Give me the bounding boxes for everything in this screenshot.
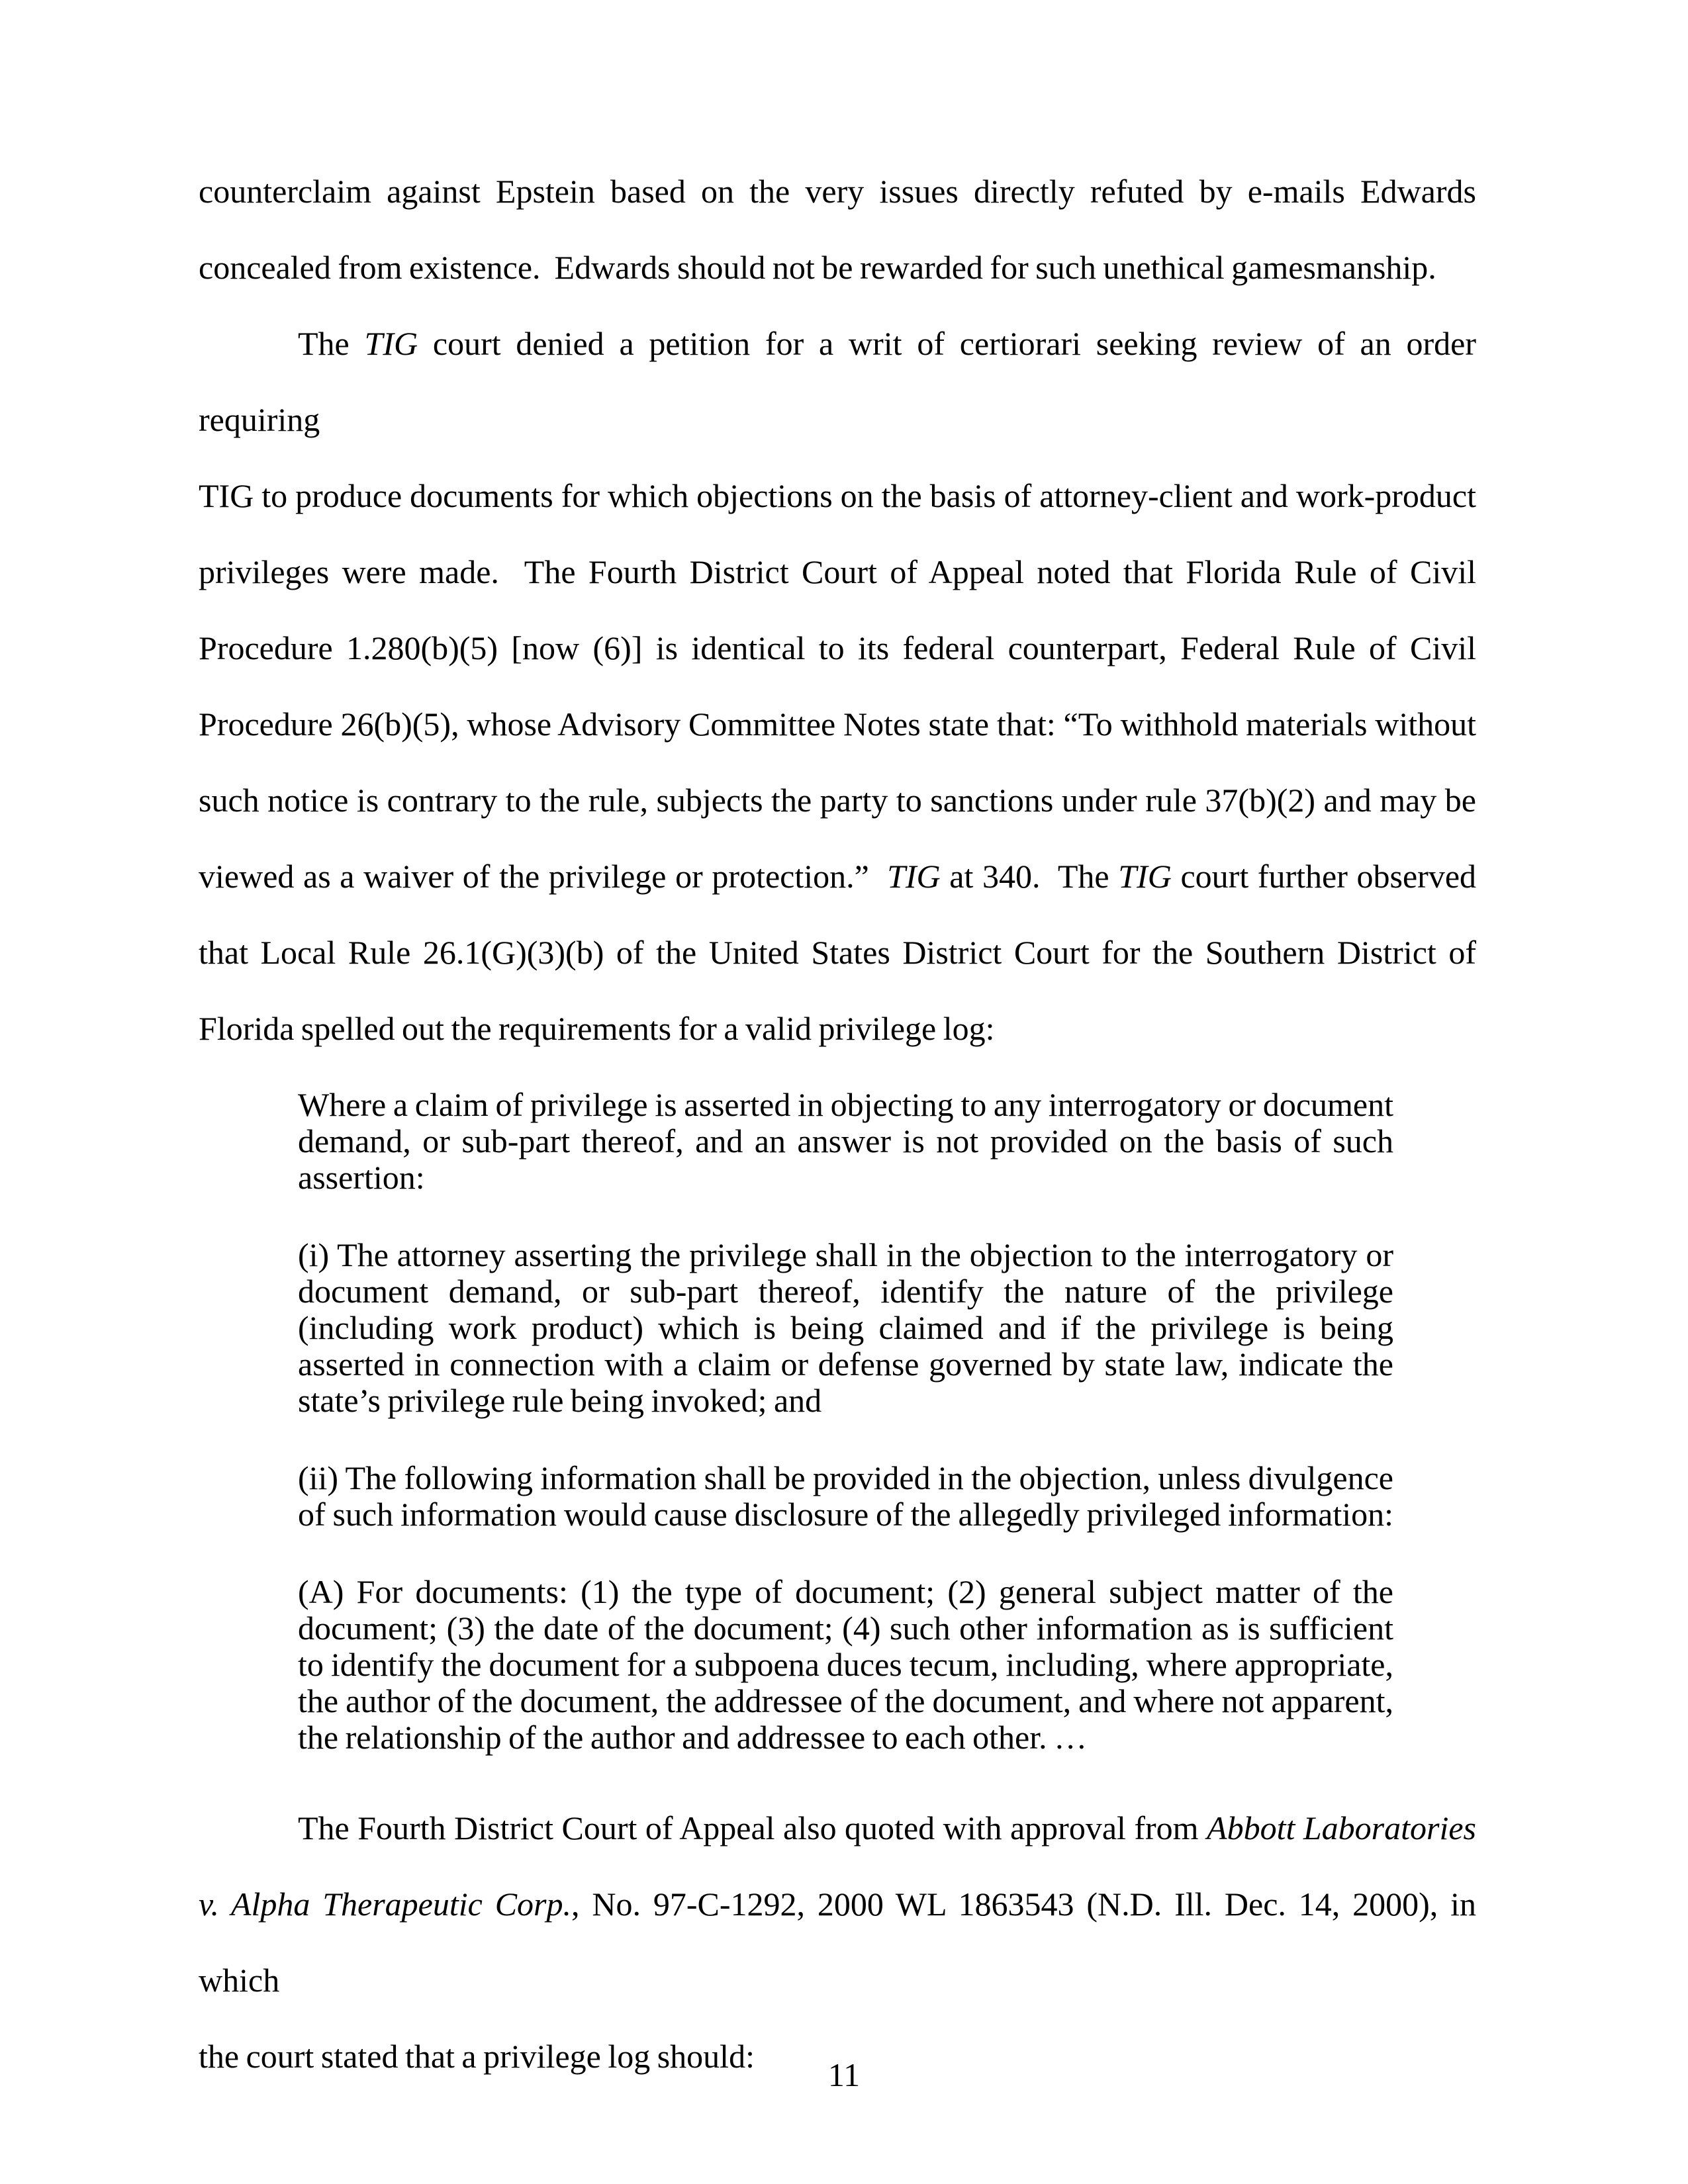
text-segment: that Local Rule 26.1(G)(3)(b) of the United States District Court for the Southern District of bbox=[199, 934, 1476, 971]
italic-text-segment: Abbott Laboratories bbox=[1207, 1809, 1476, 1846]
text-line bbox=[298, 1647, 1393, 1683]
italic-text-segment: TIG bbox=[1118, 858, 1172, 895]
italic-text-segment: v. Alpha Therapeutic Corp. bbox=[199, 1886, 572, 1923]
quote-paragraph bbox=[298, 1087, 1393, 1196]
text-segment: concealed from existence. Edwards should not be rewarded for such unethical gamesmanship. bbox=[199, 249, 1436, 286]
text-segment: , No. 97-C-1292, 2000 WL 1863543 (N.D. Ill. Dec. 14, 2000), in which bbox=[199, 1886, 1476, 1999]
body-text-block bbox=[199, 1790, 1476, 2095]
text-line bbox=[298, 1574, 1393, 1610]
text-segment: (i) The attorney asserting the privilege shall in the objection to the interrogatory or bbox=[298, 1236, 1393, 1273]
text-segment: (A) For documents: (1) the type of document; (2) general subject matter of the bbox=[298, 1573, 1393, 1610]
italic-text-segment: TIG bbox=[364, 325, 418, 362]
text-line bbox=[298, 1087, 1393, 1123]
text-segment: the court stated that a privilege log should: bbox=[199, 2038, 755, 2075]
text-line bbox=[298, 1383, 1393, 1419]
text-segment: of such information would cause disclosure of the allegedly privileged information: bbox=[298, 1496, 1393, 1533]
text-segment: court further observed bbox=[1171, 858, 1477, 895]
text-segment: Where a claim of privilege is asserted in objecting to any interrogatory or document bbox=[298, 1086, 1393, 1123]
text-segment: document demand, or sub-part thereof, identify the nature of the privilege bbox=[298, 1273, 1393, 1310]
text-segment: TIG to produce documents for which objections on the basis of attorney-client and work-product bbox=[199, 477, 1476, 514]
text-segment: assertion: bbox=[298, 1159, 425, 1196]
text-segment: The bbox=[298, 325, 365, 362]
text-segment: (ii) The following information shall be provided in the objection, unless divulgence bbox=[298, 1459, 1393, 1496]
text-segment: The Fourth District Court of Appeal also quoted with approval from bbox=[298, 1809, 1207, 1846]
text-line bbox=[298, 1237, 1393, 1273]
text-line bbox=[199, 534, 1476, 610]
text-segment: viewed as a waiver of the privilege or protection.” bbox=[199, 858, 888, 895]
text-segment: (including work product) which is being claimed and if the privilege is being bbox=[298, 1309, 1393, 1346]
main-text bbox=[199, 154, 1476, 2095]
text-segment: at 340. The bbox=[940, 858, 1119, 895]
text-segment: the relationship of the author and addressee to each other. … bbox=[298, 1719, 1088, 1756]
text-line bbox=[199, 1790, 1476, 1866]
quote-paragraph bbox=[298, 1574, 1393, 1756]
text-segment: counterclaim against Epstein based on the very issues directly refuted by e-mails Edwards bbox=[199, 173, 1476, 210]
text-line bbox=[199, 230, 1476, 306]
text-line bbox=[298, 1273, 1393, 1310]
text-line bbox=[298, 1310, 1393, 1346]
text-line bbox=[298, 1719, 1393, 1756]
text-line bbox=[199, 686, 1476, 762]
text-line bbox=[199, 1866, 1476, 2019]
text-segment: Procedure 1.280(b)(5) [now (6)] is identical to its federal counterpart, Federal Rule of Civil bbox=[199, 629, 1476, 666]
text-segment: to identify the document for a subpoena duces tecum, including, where appropriate, bbox=[298, 1646, 1393, 1683]
text-segment: document; (3) the date of the document; (4) such other information as is sufficient bbox=[298, 1610, 1393, 1647]
text-segment: state’s privilege rule being invoked; and bbox=[298, 1382, 822, 1419]
quote-paragraph bbox=[298, 1460, 1393, 1533]
text-line bbox=[298, 1346, 1393, 1383]
text-line bbox=[298, 1123, 1393, 1160]
text-line bbox=[298, 1496, 1393, 1533]
body-text-block bbox=[199, 154, 1476, 1067]
text-segment: Florida spelled out the requirements for a valid privilege log: bbox=[199, 1010, 995, 1047]
page-number: 11 bbox=[827, 2056, 861, 2093]
text-line bbox=[298, 1610, 1393, 1647]
quote-paragraph bbox=[298, 1237, 1393, 1419]
text-line bbox=[199, 154, 1476, 230]
text-segment: privileges were made. The Fourth District Court of Appeal noted that Florida Rule of Civil bbox=[199, 553, 1476, 590]
text-line bbox=[199, 762, 1476, 839]
text-line bbox=[199, 610, 1476, 686]
text-segment: the author of the document, the addressee of the document, and where not apparent, bbox=[298, 1682, 1393, 1719]
text-line bbox=[199, 991, 1476, 1067]
text-segment: asserted in connection with a claim or defense governed by state law, indicate the bbox=[298, 1345, 1393, 1383]
text-segment: Procedure 26(b)(5), whose Advisory Committee Notes state that: “To withhold materials without bbox=[199, 705, 1476, 743]
text-segment: court denied a petition for a writ of certiorari seeking review of an order requiring bbox=[199, 325, 1476, 438]
text-line bbox=[298, 1460, 1393, 1496]
text-line bbox=[298, 1683, 1393, 1719]
italic-text-segment: TIG bbox=[887, 858, 941, 895]
text-line bbox=[199, 306, 1476, 458]
text-line bbox=[199, 915, 1476, 991]
blockquote bbox=[298, 1087, 1393, 1756]
text-line bbox=[298, 1160, 1393, 1196]
text-segment: such notice is contrary to the rule, subjects the party to sanctions under rule 37(b)(2) and may be bbox=[199, 782, 1476, 819]
text-segment: demand, or sub-part thereof, and an answer is not provided on the basis of such bbox=[298, 1122, 1393, 1160]
text-line bbox=[199, 839, 1476, 915]
text-line bbox=[199, 458, 1476, 534]
